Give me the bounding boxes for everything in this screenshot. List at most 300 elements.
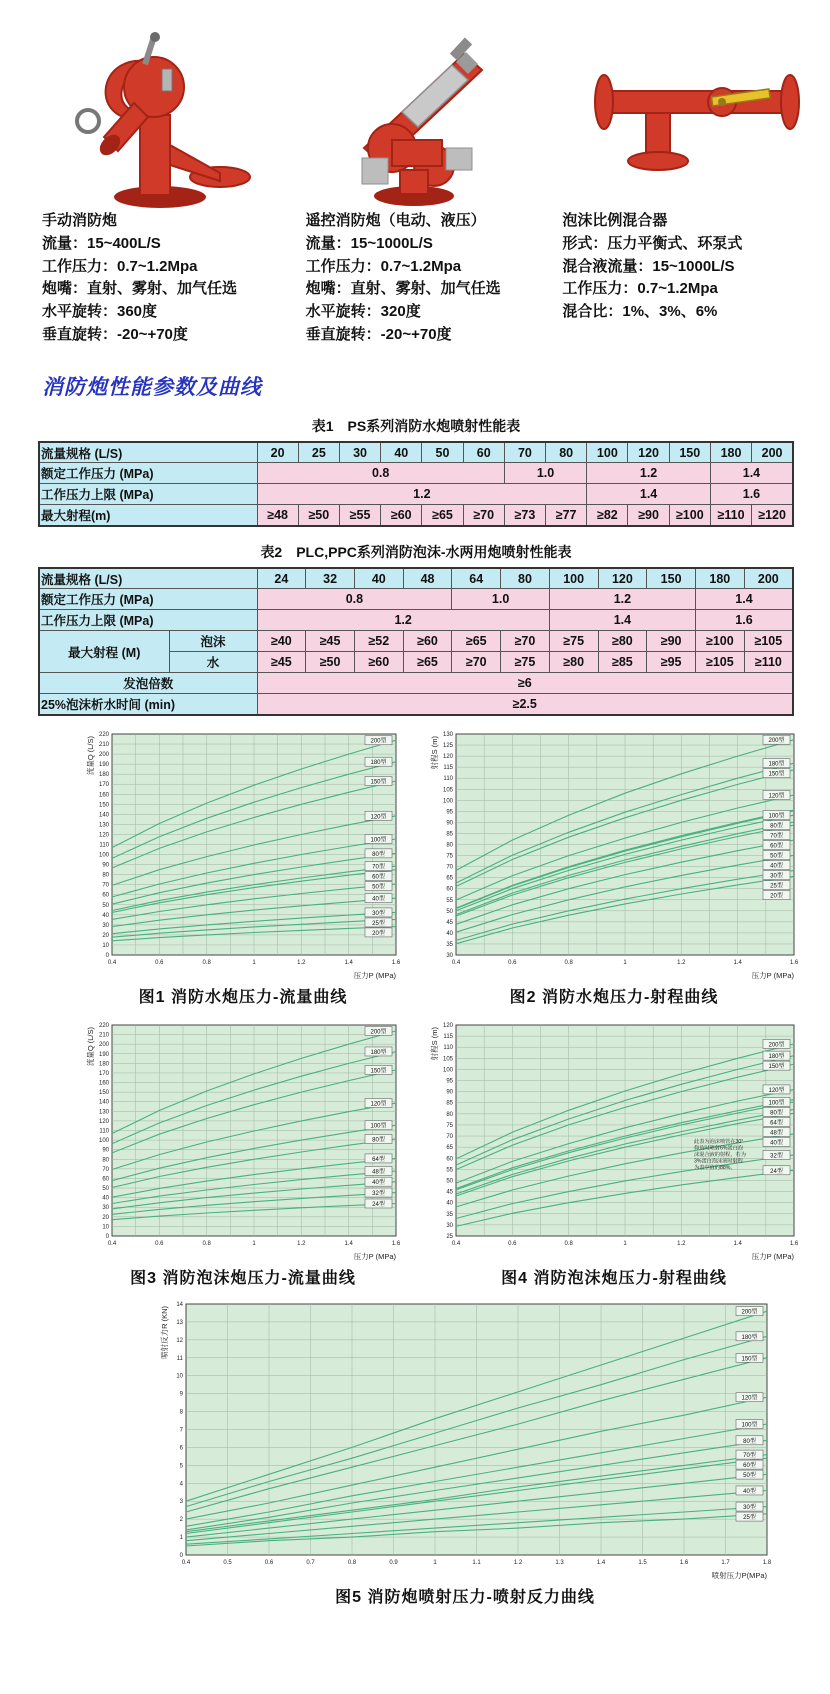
products-row (0, 0, 830, 347)
svg-text:25型: 25型 (770, 883, 783, 890)
y-axis-label: 流量Q (L/S) (86, 1026, 95, 1066)
svg-text:80型: 80型 (372, 1137, 385, 1144)
table-cell: 180 (710, 442, 751, 463)
svg-text:0.4: 0.4 (451, 1240, 461, 1247)
svg-text:40型: 40型 (372, 896, 385, 903)
table-cell: ≥55 (339, 505, 380, 526)
svg-text:40型: 40型 (770, 1140, 783, 1147)
section-title: 消防炮性能参数及曲线 (42, 375, 262, 399)
table-cell: 0.8 (257, 589, 452, 610)
table-cell: ≥45 (306, 631, 355, 652)
svg-text:1.4: 1.4 (596, 1559, 605, 1566)
svg-text:0: 0 (105, 1233, 109, 1240)
table-cell: ≥60 (403, 631, 452, 652)
table-cell: ≥6 (257, 673, 793, 694)
svg-text:8: 8 (179, 1409, 183, 1416)
table-cell: 80 (501, 568, 550, 589)
svg-text:95: 95 (446, 1078, 453, 1085)
table-cell: ≥90 (628, 505, 669, 526)
series-label-100型 (763, 810, 790, 819)
svg-text:120: 120 (442, 753, 453, 760)
table-cell: ≥100 (669, 505, 710, 526)
table-cell: ≥50 (306, 652, 355, 673)
series-label-60型 (365, 871, 392, 880)
svg-text:80: 80 (102, 872, 109, 879)
svg-text:120型: 120型 (370, 1101, 387, 1108)
table-cell: ≥75 (549, 631, 598, 652)
series-label-70型 (763, 830, 790, 839)
product-name: 泡沫比例混合器 (562, 212, 668, 229)
row-label-cell: 工作压力上限 (MPa) (39, 484, 257, 505)
svg-text:30: 30 (446, 1222, 453, 1229)
series-label-20型 (763, 890, 790, 899)
table-cell: ≥2.5 (257, 694, 793, 715)
svg-text:20: 20 (102, 932, 109, 939)
series-label-32型 (365, 1188, 392, 1197)
svg-text:0.6: 0.6 (264, 1559, 273, 1566)
svg-text:150型: 150型 (740, 1356, 758, 1363)
chart-foam-pressure-flow (84, 1017, 402, 1262)
svg-text:170: 170 (98, 1070, 109, 1077)
svg-text:190: 190 (98, 761, 109, 768)
table-cell: 60 (463, 442, 504, 463)
svg-text:70: 70 (102, 882, 109, 889)
svg-text:210: 210 (98, 741, 109, 748)
svg-text:0.7: 0.7 (305, 1559, 315, 1566)
table-cell: 1.2 (257, 484, 587, 505)
svg-text:140: 140 (98, 1099, 109, 1106)
series-label-25型 (736, 1512, 763, 1521)
svg-text:25: 25 (446, 1233, 453, 1240)
table-cell: 水 (169, 652, 257, 673)
product-image-remote-monitor (306, 18, 551, 210)
svg-text:6: 6 (179, 1445, 183, 1452)
svg-text:13: 13 (175, 1319, 183, 1326)
product-specs (306, 233, 551, 347)
table-cell: 1.6 (710, 484, 793, 505)
svg-text:11: 11 (176, 1355, 183, 1362)
svg-text:64型: 64型 (770, 1120, 783, 1127)
table-cell: ≥70 (501, 631, 550, 652)
svg-text:1.1: 1.1 (471, 1559, 481, 1566)
svg-text:50: 50 (102, 1185, 109, 1192)
series-label-100型 (365, 834, 392, 843)
product-spec-line: 炮嘴：直射、雾射、加气任选 (42, 280, 238, 298)
table-cell: ≥65 (452, 631, 501, 652)
table-cell: ≥70 (463, 505, 504, 526)
svg-text:90: 90 (446, 820, 453, 827)
svg-text:0.6: 0.6 (155, 1240, 164, 1247)
svg-text:0: 0 (179, 1552, 183, 1559)
product-spec-line: 形式：压力平衡式、环泵式 (562, 234, 743, 252)
svg-text:160: 160 (98, 792, 109, 799)
svg-text:9: 9 (179, 1391, 183, 1398)
svg-text:120: 120 (98, 832, 109, 839)
chart-note-line: 为表中值的88%。 (694, 1164, 736, 1171)
x-axis-label: 喷射压力P(MPa) (711, 1570, 767, 1580)
svg-text:30型: 30型 (372, 910, 385, 917)
table-cell: ≥45 (257, 652, 306, 673)
svg-text:100型: 100型 (370, 837, 387, 844)
charts-row-2 (84, 1017, 830, 1288)
svg-text:40: 40 (102, 1195, 109, 1202)
x-axis-label: 压力P (MPa) (353, 1251, 396, 1261)
figure-5-reaction-force (100, 1296, 830, 1607)
svg-text:200型: 200型 (768, 738, 785, 745)
table-cell: ≥110 (710, 505, 751, 526)
svg-text:120: 120 (98, 1118, 109, 1125)
svg-text:10: 10 (175, 1373, 183, 1380)
table-cell: 最大射程 (M) (39, 631, 169, 673)
product-spec-line: 混合比：1%、3%、6% (562, 303, 718, 321)
x-axis-label: 压力P (MPa) (751, 1251, 794, 1261)
svg-text:1.6: 1.6 (789, 1240, 799, 1247)
svg-text:40型: 40型 (372, 1179, 385, 1186)
svg-text:48型: 48型 (770, 1130, 783, 1137)
svg-text:220: 220 (98, 1022, 109, 1029)
svg-text:200: 200 (98, 1041, 109, 1048)
svg-text:32型: 32型 (770, 1153, 783, 1160)
x-axis-label: 压力P (MPa) (751, 970, 794, 980)
svg-text:0.8: 0.8 (347, 1559, 356, 1566)
figure-1-water-flow (84, 726, 402, 1007)
series-label-24型 (365, 1199, 392, 1208)
table-cell: ≥105 (744, 631, 793, 652)
series-label-150型 (365, 776, 392, 785)
table-cell: 200 (744, 568, 793, 589)
svg-text:150型: 150型 (768, 771, 785, 778)
table-cell: 0.8 (257, 463, 504, 484)
series-label-40型 (763, 1137, 790, 1146)
row-label-cell: 额定工作压力 (MPa) (39, 589, 257, 610)
svg-text:1: 1 (179, 1534, 183, 1541)
svg-text:2: 2 (179, 1516, 183, 1523)
table-cell: ≥70 (452, 652, 501, 673)
table-cell: 150 (669, 442, 710, 463)
table-cell: 40 (354, 568, 403, 589)
svg-text:1.6: 1.6 (679, 1559, 688, 1566)
svg-text:1.6: 1.6 (391, 959, 401, 966)
svg-text:110: 110 (99, 842, 109, 849)
svg-text:110: 110 (443, 775, 453, 782)
charts-row-3 (100, 1296, 830, 1607)
svg-text:0.4: 0.4 (107, 1240, 117, 1247)
y-axis-label: 射程S (m) (430, 735, 439, 770)
table-cell: ≥100 (695, 631, 744, 652)
svg-text:20型: 20型 (372, 930, 385, 937)
series-label-20型 (365, 928, 392, 937)
svg-text:40: 40 (446, 930, 453, 937)
svg-text:125: 125 (442, 742, 453, 749)
svg-text:64型: 64型 (372, 1156, 385, 1163)
svg-text:100型: 100型 (370, 1123, 387, 1130)
series-label-64型 (365, 1154, 392, 1163)
product-spec-line: 混合液流量：15~1000L/S (562, 257, 735, 275)
figure-4-foam-range (428, 1017, 800, 1288)
table-cell: 1.0 (452, 589, 549, 610)
svg-text:80型: 80型 (372, 851, 385, 858)
table-cell: ≥95 (647, 652, 696, 673)
svg-text:200型: 200型 (740, 1309, 758, 1316)
svg-text:30: 30 (102, 1205, 109, 1212)
svg-text:0: 0 (105, 952, 109, 959)
svg-text:100: 100 (442, 798, 453, 805)
figure-2-water-range (428, 726, 800, 1007)
series-label-30型 (763, 870, 790, 879)
svg-text:75: 75 (446, 853, 453, 860)
svg-text:120型: 120型 (768, 1087, 785, 1094)
svg-text:60型: 60型 (372, 874, 385, 881)
table-cell: 48 (403, 568, 452, 589)
svg-text:12: 12 (175, 1337, 183, 1344)
svg-text:200: 200 (98, 751, 109, 758)
y-axis-label: 射程S (m) (430, 1026, 439, 1061)
product-spec-line: 垂直旋转：-20~+70度 (42, 325, 188, 343)
svg-text:1: 1 (252, 1240, 256, 1247)
table-cell: 泡沫 (169, 631, 257, 652)
svg-text:0.8: 0.8 (202, 1240, 211, 1247)
svg-text:1.4: 1.4 (733, 959, 742, 966)
svg-text:90: 90 (102, 862, 109, 869)
table-cell: 1.2 (257, 610, 549, 631)
svg-text:1.4: 1.4 (344, 959, 353, 966)
svg-text:4: 4 (179, 1481, 183, 1488)
svg-text:50型: 50型 (770, 853, 783, 860)
table-cell: ≥60 (381, 505, 422, 526)
svg-text:180型: 180型 (768, 1053, 785, 1060)
svg-text:25型: 25型 (742, 1514, 756, 1521)
svg-text:120型: 120型 (768, 793, 785, 800)
svg-text:85: 85 (446, 1100, 453, 1107)
table-cell: ≥85 (598, 652, 647, 673)
svg-text:1.2: 1.2 (297, 1240, 306, 1247)
chart-note-line: 此表为泡沫喷管在30° (694, 1138, 744, 1145)
table-cell: ≥65 (422, 505, 463, 526)
svg-text:1.4: 1.4 (733, 1240, 742, 1247)
svg-text:180型: 180型 (740, 1334, 758, 1341)
svg-text:160: 160 (98, 1080, 109, 1087)
svg-text:220: 220 (98, 731, 109, 738)
series-label-100型 (763, 1097, 790, 1106)
svg-text:35: 35 (446, 1211, 453, 1218)
svg-text:180: 180 (98, 771, 109, 778)
product-spec-line: 工作压力：0.7~1.2Mpa (562, 280, 718, 298)
series-label-200型 (763, 735, 790, 744)
svg-text:190: 190 (98, 1051, 109, 1058)
table-cell: ≥73 (504, 505, 545, 526)
svg-text:0.8: 0.8 (564, 959, 573, 966)
row-label-cell: 工作压力上限 (MPa) (39, 610, 257, 631)
series-label-30型 (736, 1502, 763, 1511)
series-label-120型 (365, 811, 392, 820)
svg-text:3: 3 (179, 1498, 183, 1505)
svg-text:140: 140 (98, 812, 109, 819)
svg-text:60: 60 (446, 1156, 453, 1163)
svg-text:180型: 180型 (370, 1049, 387, 1056)
svg-text:120型: 120型 (370, 814, 387, 821)
svg-text:60: 60 (102, 1176, 109, 1183)
series-label-32型 (763, 1150, 790, 1159)
svg-text:80型: 80型 (742, 1438, 756, 1445)
svg-text:0.4: 0.4 (107, 959, 117, 966)
svg-text:100型: 100型 (768, 1100, 785, 1107)
y-axis-label: 喷射反力R (KN) (159, 1305, 169, 1359)
series-label-150型 (763, 1061, 790, 1070)
row-label-cell: 额定工作压力 (MPa) (39, 463, 257, 484)
svg-text:60型: 60型 (770, 843, 783, 850)
svg-text:130: 130 (98, 1109, 109, 1116)
table-cell: 120 (628, 442, 669, 463)
product-spec-line: 流量：15~1000L/S (305, 234, 433, 252)
x-axis-label: 压力P (MPa) (353, 970, 396, 980)
svg-text:65: 65 (446, 1144, 453, 1151)
svg-text:32型: 32型 (372, 1190, 385, 1197)
table-cell: 32 (306, 568, 355, 589)
svg-text:60: 60 (102, 892, 109, 899)
series-label-70型 (365, 861, 392, 870)
product-name: 遥控消防炮（电动、液压） (305, 212, 486, 229)
series-label-120型 (763, 1085, 790, 1094)
svg-text:80型: 80型 (770, 1110, 783, 1117)
svg-text:70型: 70型 (770, 833, 783, 840)
table-cell: ≥80 (549, 652, 598, 673)
svg-text:1.2: 1.2 (677, 1240, 686, 1247)
svg-text:7: 7 (179, 1427, 183, 1434)
table-cell: 100 (549, 568, 598, 589)
svg-text:210: 210 (98, 1032, 109, 1039)
series-label-40型 (736, 1486, 763, 1495)
series-label-60型 (763, 840, 790, 849)
series-label-50型 (365, 881, 392, 890)
svg-text:75: 75 (446, 1122, 453, 1129)
svg-text:40型: 40型 (770, 863, 783, 870)
manual-monitor-illustration (42, 25, 267, 210)
series-label-80型 (365, 1134, 392, 1143)
figure-3-foam-flow (84, 1017, 402, 1288)
svg-text:50: 50 (102, 902, 109, 909)
product-specs (562, 233, 830, 324)
svg-text:0.4: 0.4 (181, 1559, 190, 1566)
table-cell: 30 (339, 442, 380, 463)
table-cell: 1.2 (549, 589, 695, 610)
figure-caption: 图4 消防泡沫炮压力-射程曲线 (501, 1269, 727, 1287)
table-cell: ≥48 (257, 505, 298, 526)
table-cell: 100 (587, 442, 628, 463)
foam-proportioner-illustration (562, 39, 812, 189)
svg-text:1: 1 (623, 1240, 627, 1247)
svg-text:50型: 50型 (742, 1472, 756, 1479)
table-plc-ppc-series (38, 567, 794, 716)
series-label-180型 (763, 758, 790, 767)
product-spec-line: 工作压力：0.7~1.2Mpa (305, 257, 462, 275)
charts-row-1 (84, 726, 830, 1007)
svg-text:110: 110 (99, 1128, 109, 1135)
figure-caption: 图5 消防炮喷射压力-喷射反力曲线 (335, 1588, 595, 1606)
series-label-180型 (365, 1047, 392, 1056)
svg-text:5: 5 (179, 1463, 183, 1470)
svg-text:0.6: 0.6 (155, 959, 164, 966)
figure-caption: 图2 消防水炮压力-射程曲线 (509, 988, 719, 1006)
product-manual-monitor (42, 18, 294, 347)
series-label-100型 (365, 1121, 392, 1130)
svg-text:40: 40 (446, 1200, 453, 1207)
svg-text:1.2: 1.2 (297, 959, 306, 966)
svg-text:1.2: 1.2 (677, 959, 686, 966)
svg-text:1.8: 1.8 (762, 1559, 771, 1566)
svg-text:70: 70 (446, 864, 453, 871)
svg-text:1: 1 (252, 959, 256, 966)
svg-text:0.4: 0.4 (451, 959, 461, 966)
series-label-120型 (365, 1098, 392, 1107)
svg-text:50: 50 (446, 1178, 453, 1185)
table-cell: 64 (452, 568, 501, 589)
series-label-200型 (763, 1039, 790, 1048)
chart-water-pressure-range (428, 726, 800, 981)
svg-text:65: 65 (446, 875, 453, 882)
table-cell: 50 (422, 442, 463, 463)
series-label-60型 (736, 1460, 763, 1469)
svg-text:1: 1 (623, 959, 627, 966)
svg-text:1: 1 (432, 1559, 437, 1566)
svg-text:115: 115 (443, 1033, 453, 1040)
svg-text:170: 170 (98, 782, 109, 789)
svg-text:180: 180 (98, 1061, 109, 1068)
series-label-100型 (736, 1419, 763, 1428)
svg-text:30型: 30型 (770, 873, 783, 880)
series-label-200型 (365, 1026, 392, 1035)
svg-text:70型: 70型 (742, 1452, 756, 1459)
series-label-150型 (365, 1065, 392, 1074)
svg-text:110: 110 (443, 1044, 453, 1051)
chart-note-line: 沫混合液的射程，若为 (694, 1151, 746, 1158)
table-cell: 1.4 (710, 463, 793, 484)
svg-text:150型: 150型 (768, 1063, 785, 1070)
row-label-cell: 25%泡沫析水时间 (min) (39, 694, 257, 715)
table-cell: 20 (257, 442, 298, 463)
svg-text:80: 80 (102, 1157, 109, 1164)
svg-text:0.8: 0.8 (202, 959, 211, 966)
svg-text:90: 90 (446, 1089, 453, 1096)
table-cell: ≥60 (354, 652, 403, 673)
svg-text:30: 30 (102, 922, 109, 929)
product-image-manual-monitor (42, 18, 294, 210)
svg-text:10: 10 (102, 1224, 109, 1231)
svg-text:1.2: 1.2 (513, 1559, 522, 1566)
svg-text:120型: 120型 (740, 1395, 758, 1402)
chart-foam-pressure-range (428, 1017, 800, 1262)
series-label-80型 (763, 820, 790, 829)
svg-text:100: 100 (98, 852, 109, 859)
table-cell: ≥80 (598, 631, 647, 652)
table-cell: 70 (504, 442, 545, 463)
svg-text:40: 40 (102, 912, 109, 919)
svg-text:100型: 100型 (768, 813, 785, 820)
table-cell: 1.4 (695, 589, 793, 610)
svg-text:200型: 200型 (370, 1029, 387, 1036)
svg-text:150型: 150型 (370, 1068, 387, 1075)
svg-text:45: 45 (446, 919, 453, 926)
series-label-50型 (736, 1470, 763, 1479)
remote-monitor-illustration (306, 20, 531, 210)
table2-title: 表2 PLC,PPC系列消防泡沫-水两用炮喷射性能表 (260, 543, 572, 560)
svg-text:0.6: 0.6 (508, 1240, 517, 1247)
table-cell: ≥40 (257, 631, 306, 652)
table-cell: 40 (381, 442, 422, 463)
table-cell: ≥110 (744, 652, 793, 673)
chart-note-line: 3%蛋白泡沫液时射程 (694, 1158, 743, 1165)
series-label-150型 (763, 768, 790, 777)
series-label-80型 (763, 1107, 790, 1116)
